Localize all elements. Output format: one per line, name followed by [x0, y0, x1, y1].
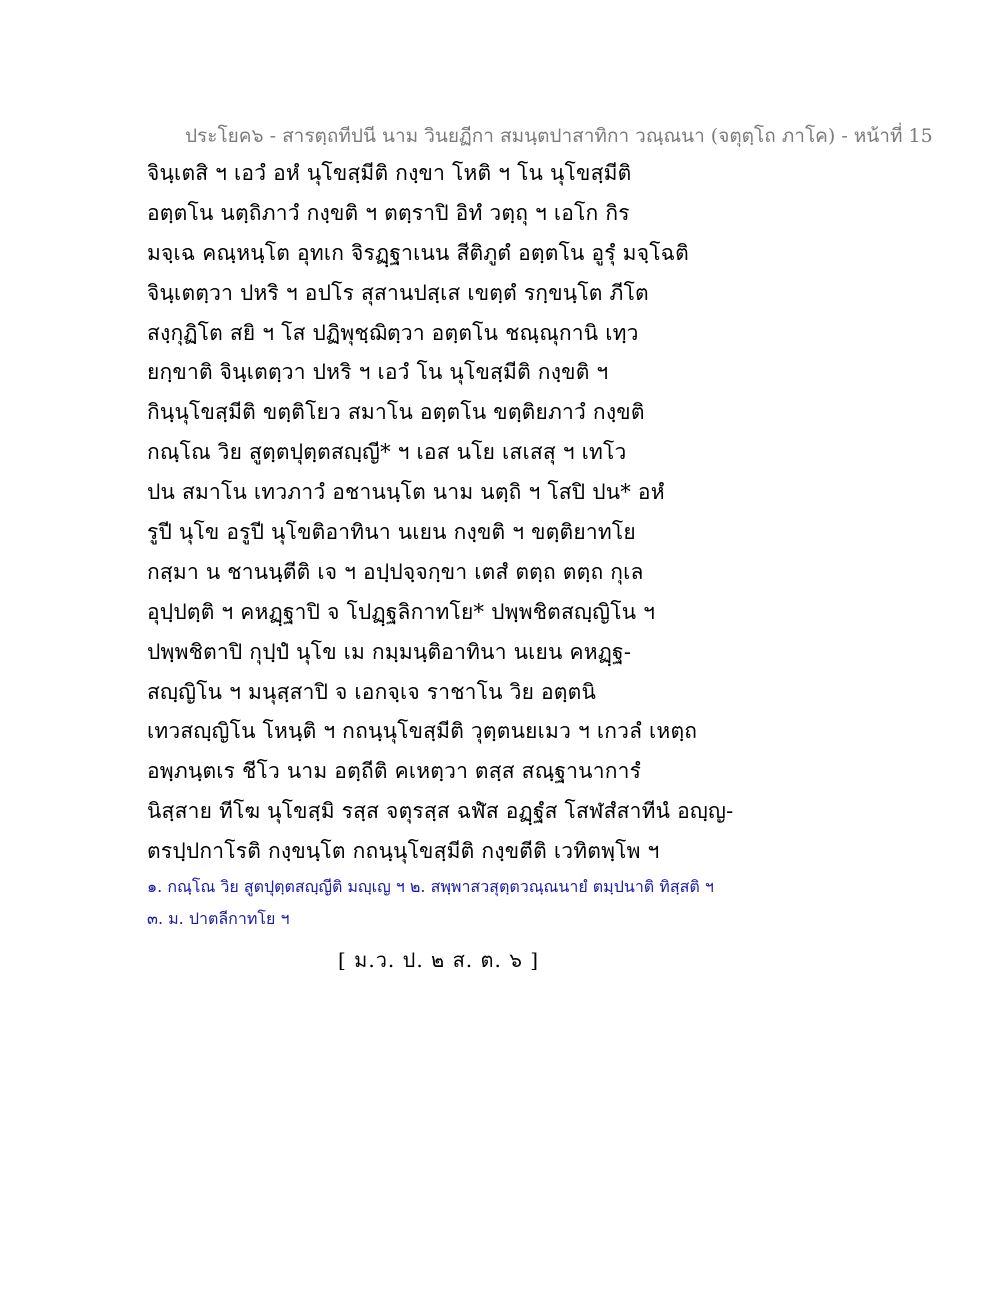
body-line: ปพฺพชิตาปิ กุปฺปํ นุโข เม กมฺมนฺติอาทินา นเยน คหฏฺฐ-: [147, 639, 632, 664]
footnotes: [147, 874, 927, 938]
body-line: อพฺภนฺตเร ชีโว นาม อตฺถีติ คเหตฺวา ตสฺส สณฺฐานาการํ: [147, 759, 642, 784]
body-line: สงฺกุฏิโต สยิ ฯ โส ปฏิพุชฺฌิตฺวา อตฺตโน ชณฺณุกานิ เทฺว: [147, 320, 639, 345]
body-line: นิสฺสาย ทีโฆ นุโขสฺมิ รสฺส จตุรสฺส ฉฬํส อฏฺฐํส โสฬสํสาทีนํ อญฺญ-: [147, 799, 734, 824]
body-line: มจฺเฉ คณฺหนฺโต อุทเก จิรฏฺฐาเนน สีติภูตํ อตฺตโน อูรุํ มจฺโฉติ: [147, 240, 690, 265]
page-code: [ ม.ว. ป. ๒ ส. ต. ๖ ]: [338, 948, 540, 972]
body-line: ยกฺขาติ จินฺเตตฺวา ปหริ ฯ เอวํ โน นุโขสฺมีติ กงฺขติ ฯ: [147, 360, 609, 385]
footnote-line: ๑. กณฺโณ วิย สูตปุตฺตสญฺญีติ มญฺเญ ฯ ๒. สพฺพาสวสุตฺตวณฺณนายํ ตมฺปนาติ ทิสฺสติ ฯ: [147, 877, 714, 896]
body-text: [147, 158, 847, 876]
body-line: จินฺเตสิ ฯ เอวํ อหํ นุโขสฺมีติ กงฺขา โหติ ฯ โน นุโขสฺมีติ: [147, 161, 632, 185]
body-line: กณฺโณ วิย สูตฺตปุตฺตสญฺญี* ฯ เอส นโย เสเสสุ ฯ เทโว: [147, 440, 627, 465]
body-line: สญฺญิโน ฯ มนุสฺสาปิ จ เอกจฺเจ ราชาโน วิย อตฺตนิ: [147, 679, 596, 704]
body-line: ปน สมาโน เทวภาวํ อชานนฺโต นาม นตฺถิ ฯ โสปิ ปน* อหํ: [147, 480, 665, 505]
body-line: ตรปฺปกาโรติ กงฺขนฺโต กถนฺนุโขสฺมีติ กงฺขตีติ เวทิตพฺโพ ฯ: [147, 839, 660, 864]
body-line: กินฺนุโขสฺมีติ ขตฺติโยว สมาโน อตฺตโน ขตฺติยภาวํ กงฺขติ: [147, 400, 645, 425]
page-header: ประโยค๖ - สารตฺถทีปนี นาม วินยฏีกา สมนฺตปาสาทิกา วณฺณนา (จตุตฺโถ ภาโค) - หน้าที่ 15: [185, 125, 933, 147]
footnote-line: ๓. ม. ปาตลีกาทโย ฯ: [147, 909, 290, 928]
body-line: อตฺตโน นตฺถิภาวํ กงฺขติ ฯ ตตฺราปิ อิทํ วตฺถุ ฯ เอโก กิร: [147, 200, 630, 225]
body-line: จินฺเตตฺวา ปหริ ฯ อปโร สุสานปสฺเส เขตฺตํ รกฺขนฺโต ภีโต: [147, 280, 649, 305]
body-line: รูปี นุโข อรูปี นุโขติอาทินา นเยน กงฺขติ ฯ ขตฺติยาทโย: [147, 520, 636, 545]
body-line: อุปฺปตฺติ ฯ คหฏฺฐาปิ จ โปฏฺฐลิกาทโย* ปพฺพชิตสญฺญิโน ฯ: [147, 599, 656, 624]
body-line: เทวสญฺญิโน โหนฺติ ฯ กถนฺนุโขสฺมีติ วุตฺตนยเมว ฯ เกวลํ เหตฺถ: [147, 719, 698, 744]
body-line: กสฺมา น ชานนฺตีติ เจ ฯ อปฺปจฺจกฺขา เตสํ ตตฺถ ตตฺถ กุเล: [147, 559, 644, 584]
